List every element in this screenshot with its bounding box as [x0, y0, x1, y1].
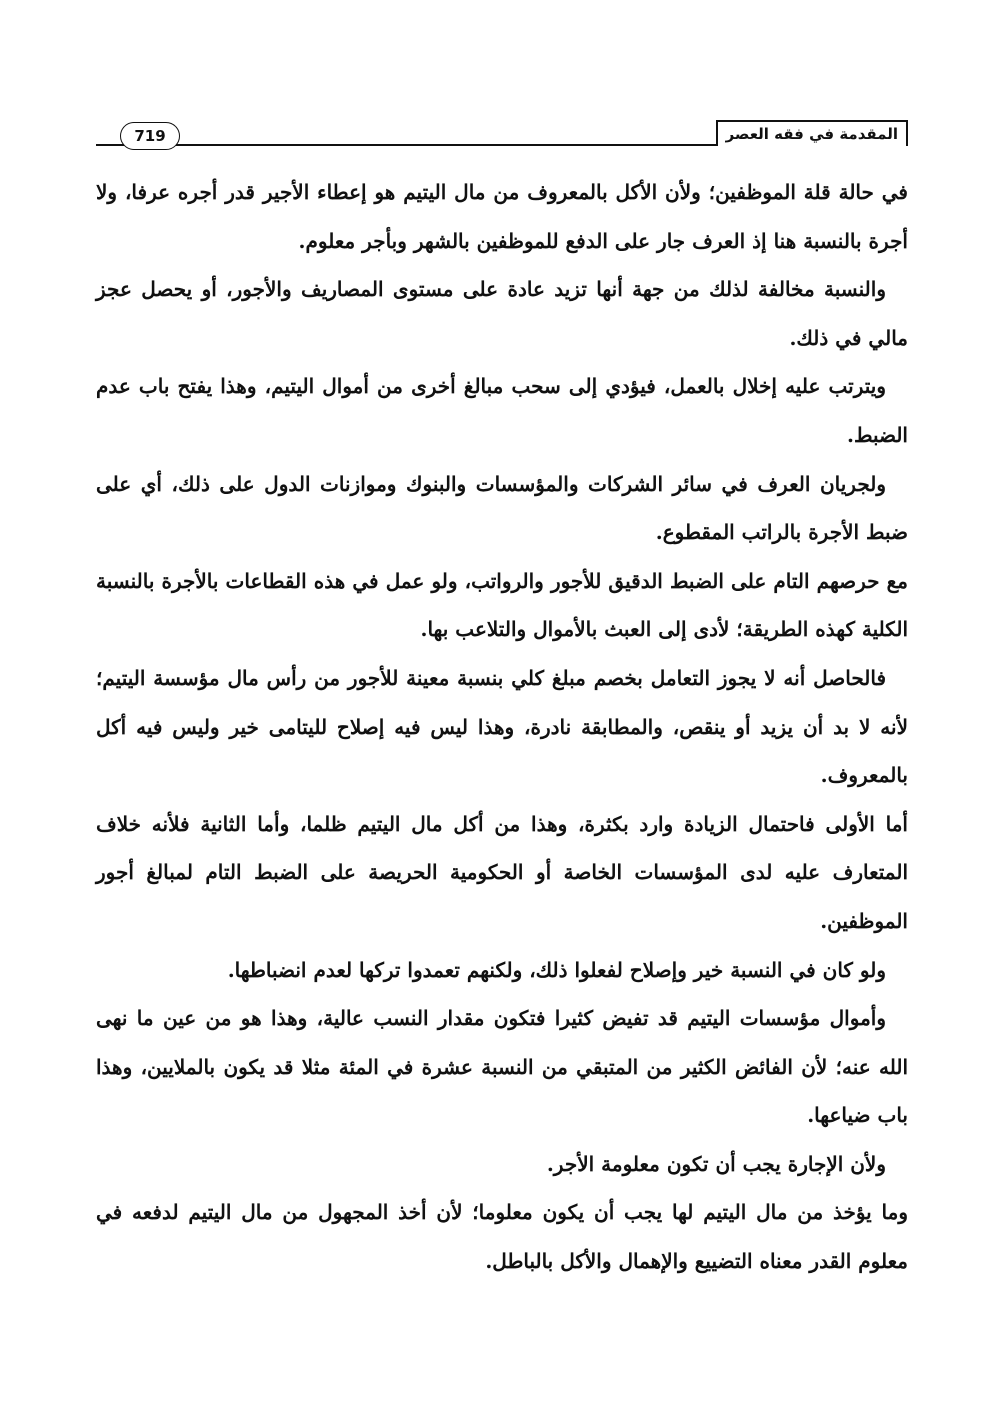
page-header	[96, 112, 908, 158]
paragraph: ولأن الإجارة يجب أن تكون معلومة الأجر.	[546, 1151, 886, 1176]
page-number: 719	[120, 122, 180, 150]
paragraph: ولجريان العرف في سائر الشركات والمؤسسات والبنوك وموازنات الدول على ذلك، أي على ضبط الأجرة بالراتب المقطوع.	[96, 471, 908, 545]
main-text	[96, 168, 908, 1286]
paragraph: ولو كان في النسبة خير وإصلاح لفعلوا ذلك، ولكنهم تعمدوا تركها لعدم انضباطها.	[227, 957, 886, 982]
paragraph: مع حرصهم التام على الضبط الدقيق للأجور والرواتب، ولو عمل في هذه القطاعات بالأجرة بالنسبة الكلية كهذه الطريقة؛ لأدى إلى العبث بالأموال والتلاعب بها.	[96, 568, 908, 642]
paragraph: وأموال مؤسسات اليتيم قد تفيض كثيرا فتكون مقدار النسب عالية، وهذا هو من عين ما نهى الله عنه؛ لأن الفائض الكثير من المتبقي من النسبة عشرة في المئة مثلا قد يكون بالملايين، وهذا باب ضياعها.	[96, 1006, 908, 1128]
paragraph: وما يؤخذ من مال اليتيم لها يجب أن يكون معلوما؛ لأن أخذ المجهول من مال اليتيم لدفعه في معلوم القدر معناه التضييع والإهمال والأكل بالباطل.	[96, 1200, 908, 1274]
paragraph: والنسبة مخالفة لذلك من جهة أنها تزيد عادة على مستوى المصاريف والأجور، أو يحصل عجز مالي في ذلك.	[96, 277, 908, 350]
paragraph: في حالة قلة الموظفين؛ ولأن الأكل بالمعروف من مال اليتيم هو إعطاء الأجير قدر أجره عرفا، ولا أجرة بالنسبة هنا إذ العرف جار على الدفع للموظفين بالشهر وبأجر معلوم.	[96, 180, 908, 253]
running-book-title: المقدمة في فقه العصر	[716, 120, 908, 146]
paragraph: أما الأولى فاحتمال الزيادة وارد بكثرة، وهذا من أكل مال اليتيم ظلما، وأما الثانية فلأنه خلاف المتعارف عليه لدى المؤسسات الخاصة أو الحكومية الحريصة على الضبط التام لمبالغ أجور الموظفين.	[96, 811, 908, 933]
paragraph: فالحاصل أنه لا يجوز التعامل بخصم مبلغ كلي بنسبة معينة للأجور من رأس مال مؤسسة اليتيم؛ لأنه لا بد أن يزيد أو ينقص، والمطابقة نادرة، وهذا ليس فيه إصلاح لليتامى خير وليس فيه أكل بالمعروف.	[96, 665, 908, 788]
paragraph: ويترتب عليه إخلال بالعمل، فيؤدي إلى سحب مبالغ أخرى من أموال اليتيم، وهذا يفتح باب عدم الضبط.	[96, 374, 908, 447]
